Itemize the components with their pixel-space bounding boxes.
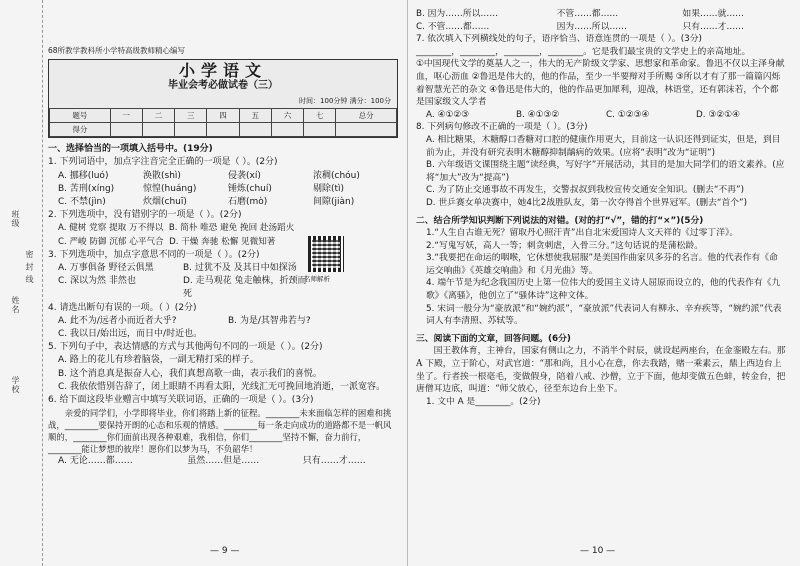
reading-passage: 国王教体育，主神台，国家有侧山之力，不消半个时辰，就设起两座台，在金銮殿左右。那 A 下殿，立于阶心，对武官道：“那和尚，且小心在意，你去我踏，赌一乘素云，鼎上西边台上坐了。行者挨一根毫毛，变做假身，陪着八戒、沙僧，立于下面，他却变做五色蚌，转金台，把唐僧耳边底，叫道：“师父放心，径至东边台上坐下。 — [416, 346, 786, 395]
option: 万不得以 — [129, 223, 164, 234]
question-4: 4. 请选出断句有误的一项。（ ）(2分) — [48, 302, 197, 313]
question-7-items: ①中国现代文学的奠基人之一，伟大的无产阶级文学家、思想家和革命家。鲁迅不仅以主泽身献血，呕心沥血 ②鲁迅是伟大的，他的作品，至少一半要辩对手所赐 ③所以才有了那一篇篇闪烁着智慧光芒的杂文 ④鲁迅是伟大的，他的作品更加犀利，迎战，林语堂，还有郭沫若，个个都是国家级文人学者 — [416, 59, 785, 108]
exam-title: 小学语文 — [178, 61, 267, 81]
score-cell: 五 — [239, 108, 271, 122]
option: 沉郁 — [109, 236, 127, 247]
option: 见微知著 — [241, 236, 276, 247]
judge-item: 2.“写鬼写妖，高人一等；刺贪刺虐，入骨三分。”这句话说的是蒲松龄。 — [426, 240, 704, 251]
option: 剔除(tì) — [313, 183, 345, 194]
option: C. 不禁(jìn) — [58, 197, 106, 208]
score-cell[interactable] — [304, 123, 336, 137]
option: 提取 — [109, 223, 127, 234]
option: 浓稠(chóu) — [313, 170, 360, 181]
score-header-row — [50, 108, 397, 122]
option: 赴汤蹈火 — [259, 223, 295, 234]
option: B. 因为……所以…… — [416, 9, 499, 19]
option: B. 简朴 — [168, 223, 198, 234]
judge-item: 3.“我要把在命运的咽喉，它休想使我屈服”是美国作曲家贝多芬的名言。他的代表作有《命运交响曲》《英雄交响曲》和《月光曲》等。 — [426, 253, 778, 276]
score-cell[interactable] — [336, 123, 397, 137]
score-value-row — [50, 123, 397, 137]
option: A. 健树 — [58, 223, 87, 234]
qr-pattern — [312, 240, 340, 268]
question-8-option-a: A. 相比糖果，木糖醇口香糖对口腔的健康作用更大，目前这一认识还得到证实，但是，到目前为止，并没有研究表明木糖醇抑制龋病的效果。(应将“表明”改为“证明”) — [426, 134, 781, 158]
question-3-options — [48, 262, 308, 302]
question-6: 6. 给下面这段毕业赠言中填写关联词语，正确的一项是（ ）。(3分) — [48, 395, 314, 406]
question-6-options — [48, 455, 398, 468]
option: 避免 — [220, 223, 238, 234]
score-cell: 得分 — [50, 123, 111, 137]
question-3: 3. 下列选项中，加点字意思不同的一项是（ ）。(2分) — [48, 249, 260, 260]
question-8: 8. 下列病句修改不正确的一项是（ ）。(3分) — [416, 122, 588, 133]
score-cell: 总分 — [336, 108, 397, 122]
option: 只有……才…… — [302, 456, 366, 467]
option: A. 万事俱备 野径云俱黑 — [58, 263, 154, 274]
section-2-heading: 二、结合所学知识判断下列说法的对错。(对的打“√”，错的打“×”)(5分) — [416, 215, 704, 226]
question-7-options — [416, 109, 786, 122]
binding-name-label: 姓名 — [11, 296, 20, 314]
option: A. 此不为/远者小而近者大乎? — [58, 315, 177, 326]
option: C. ①②③④ — [606, 109, 650, 120]
page-divider — [407, 0, 408, 566]
question-1: 1. 下列词语中，加点字注音完全正确的一项是（ ）。(2分) — [48, 157, 278, 168]
option: 惊惶(huáng) — [143, 183, 197, 194]
option: 松懈 — [221, 236, 239, 247]
option: 心平气合 — [129, 236, 164, 247]
option: 侵袭(xí) — [228, 170, 261, 181]
score-cell[interactable] — [175, 123, 207, 137]
score-cell[interactable] — [207, 123, 239, 137]
score-cell: 四 — [207, 108, 239, 122]
score-cell[interactable] — [239, 123, 271, 137]
question-8-option-d: D. 世乒赛女单决赛中，她4比2战胜队友，第一次夺得首个世界冠军。(删去“首个”) — [426, 197, 748, 208]
option: C. 我依依惜别告辞了，闭上眼睛不再看太阳，光线汇无可挽回地消逝，一派宽容。 — [58, 381, 386, 392]
option: 锤炼(chuí) — [228, 183, 272, 194]
option: 石磨(mò) — [228, 197, 268, 208]
score-table — [49, 108, 397, 137]
qr-code — [308, 236, 344, 272]
question-4-options — [48, 315, 398, 341]
reading-question-1: 1. 文中 A 是________。(2分) — [426, 396, 541, 407]
option: 炊烟(chuī) — [143, 197, 187, 208]
option: 唯恐 — [200, 223, 218, 234]
binding-margin — [0, 0, 43, 566]
option: B. 这个消息真是振奋人心，我们真想高歌一曲，表示我们的喜悦。 — [58, 368, 322, 379]
question-5-options — [48, 354, 398, 394]
option: 如果……就…… — [682, 9, 744, 19]
question-8-option-b: B. 六年级语文课围绕主题“读经典，写好字”开展活动，其目的是加大同学们的语文素养。(应将“加大”改为“提高”) — [426, 160, 785, 183]
option: D. 走马观花 兔走触株，折颈而死 — [183, 276, 307, 300]
question-7: 7. 依次填入下列横线处的句子，语序恰当、语意连贯的一项是（ ）。(3分) — [416, 34, 702, 45]
score-cell: 三 — [175, 108, 207, 122]
option: C. 不管……都…… — [416, 21, 490, 32]
title-box — [48, 59, 398, 138]
option: A. 无论……都…… — [58, 456, 133, 467]
left-page — [48, 44, 398, 468]
option: 间隙(jiàn) — [313, 197, 355, 208]
section-3-heading: 三、阅读下面的文章，回答问题。(6分) — [416, 333, 571, 344]
question-7-blank-line: ________，________，________，________。它是我们最宝贵的文学史上的亲高地址。 — [416, 46, 751, 57]
question-5: 5. 下列句子中，表达情感的方式与其他两句不同的一项是（ ）。(2分) — [48, 342, 323, 353]
option: C. 我以日/始出远，而日中/时近也。 — [58, 329, 203, 340]
option: A. ④①②③ — [426, 109, 470, 120]
option: B. 过犹不及 及其日中如探汤 — [183, 263, 297, 274]
score-cell[interactable] — [142, 123, 174, 137]
option: A. 路上的花儿有珍着脑袋，一副无精打采的样子。 — [58, 355, 259, 366]
option: 因为……所以…… — [556, 21, 627, 32]
judge-item: 1.“人生自古谁无死？留取丹心照汗青”出自北宋爱国诗人文天祥的《过零丁洋》。 — [426, 228, 739, 239]
page-number-right: — 10 — — [580, 546, 616, 556]
score-cell[interactable] — [271, 123, 303, 137]
exam-subtitle: 毕业会考必做试卷（三） — [168, 80, 278, 92]
option: 挽回 — [240, 223, 258, 234]
option: 涣散(shì) — [143, 170, 181, 181]
judge-item: 4. 端午节是为纪念我国历史上第一位伟大的爱国主义诗人屈原而设立的，他的代表作有《九歌》《离骚》，他创立了“骚体诗”这种文体。 — [426, 278, 781, 302]
score-cell: 六 — [271, 108, 303, 122]
option: 只有……才…… — [682, 21, 744, 32]
score-cell: 二 — [142, 108, 174, 122]
q6-options-continued — [416, 8, 786, 33]
section-1-heading: 一、选择恰当的一项填入括号中。(19分) — [48, 144, 213, 155]
question-2: 2. 下列选项中，没有错别字的一项是（ ）。(2分) — [48, 210, 242, 221]
option: D. 干燥 — [169, 236, 199, 247]
page-number-left: — 9 — — [210, 546, 240, 556]
option: 虽然……但是…… — [187, 456, 260, 467]
exam-time: 时间：100分钟 满分：100分 — [299, 96, 391, 105]
binding-school-label: 学校 — [11, 376, 20, 394]
qr-caption: 名师解析 — [304, 275, 330, 283]
publisher-header: 68所教学教科所小学特高级教师精心编写 — [48, 46, 186, 55]
option: C. 严峻 — [58, 236, 87, 247]
option: B. 为是/其智弗若与? — [228, 315, 311, 326]
option: B. 苦刑(xíng) — [58, 183, 115, 194]
option: 不管……都…… — [556, 9, 619, 19]
option: D. ③②①④ — [696, 109, 740, 120]
question-1-options — [48, 170, 398, 210]
judge-item: 5. 宋词一般分为“豪放派”和“婉约派”，“豪放派”代表词人有柳永、辛弃疾等，“婉约派”代表词人有李清照、苏轼等。 — [426, 303, 782, 327]
score-cell: 题号 — [50, 108, 111, 122]
score-cell: 一 — [110, 108, 142, 122]
score-cell[interactable] — [110, 123, 142, 137]
score-cell: 七 — [304, 108, 336, 122]
binding-class-label: 班级 — [11, 210, 20, 228]
binding-seal-label: 密 封 线 — [25, 250, 34, 285]
option: 奔驰 — [201, 236, 219, 247]
question-8-option-c: C. 为了防止交通事故不再发生，交警叔叔到我校宣传交通安全知识。(删去“不再”) — [426, 185, 745, 196]
option: 防御 — [89, 236, 107, 247]
option: A. 挪移(luó) — [58, 170, 109, 181]
option: C. 深以为然 非然也 — [58, 276, 136, 287]
question-2-options — [48, 222, 398, 248]
option: B. ④①③② — [516, 109, 560, 120]
question-6-paragraph: 亲爱的同学们，小学即将毕业，你们将踏上新的征程。________未来面临怎样的困难和挑战，________要保持开朗的心态和乐观的情感。________每一条走向成功的道路都不是一帆风顺的，________你们面前出现各种艰难，我相信，你们________坚持不懈，奋力前行，________能让梦想的彼岸！愿你们以梦为马，不负韶华！ — [48, 408, 392, 455]
right-page — [416, 9, 786, 408]
option: 党察 — [89, 223, 107, 234]
